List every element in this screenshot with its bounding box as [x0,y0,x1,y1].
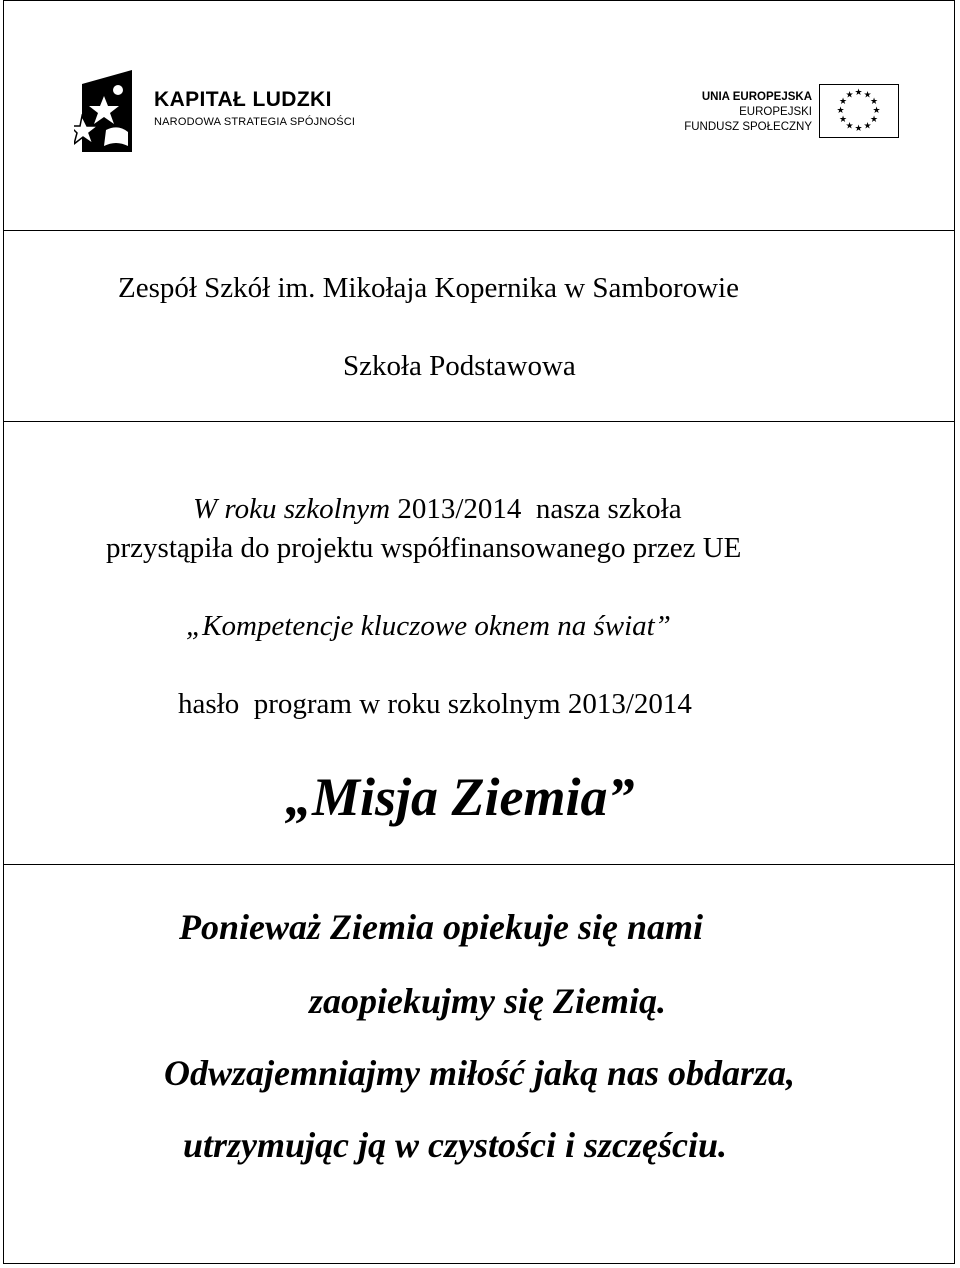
eu-stars-icon [820,85,897,136]
kapital-ludzki-title: KAPITAŁ LUDZKI [154,88,332,111]
svg-text:★: ★ [869,115,879,125]
divider-middle [3,421,955,422]
motto-line2: zaopiekujmy się Ziemią. [309,981,666,1021]
project-name: „Kompetencje kluczowe oknem na świat” [186,610,671,642]
school-name: Szkoła Podstawowa [343,350,576,382]
motto-line3: Odwzajemniajmy miłość jaką nas obdarza, [164,1053,796,1093]
program-line: hasło program w roku szkolnym 2013/2014 [178,688,692,720]
intro-line2: przystąpiła do projektu współfinansowanego przez UE [106,532,742,564]
kapital-ludzki-subtitle: NARODOWA STRATEGIA SPÓJNOŚCI [154,116,356,128]
svg-text:★: ★ [869,97,879,107]
mission-title: „Misja Ziemia” [285,767,635,827]
svg-text:★: ★ [838,97,848,107]
intro-line1-italic: W roku szkolnym [193,493,391,525]
eu-logo-line3: FUNDUSZ SPOŁECZNY [684,121,812,133]
divider-top [3,230,955,231]
school-complex-name: Zespół Szkół im. Mikołaja Kopernika w Samborowie [118,272,739,304]
svg-text:★: ★ [863,90,872,101]
svg-text:★: ★ [845,121,854,132]
svg-text:★: ★ [863,121,872,132]
motto-line1: Ponieważ Ziemia opiekuje się nami [179,907,703,947]
eu-logo-line2: EUROPEJSKI [739,106,812,118]
svg-text:★: ★ [836,106,845,116]
svg-text:★: ★ [845,90,854,101]
svg-text:★: ★ [872,106,881,116]
intro-line1-rest: 2013/2014 nasza szkoła [390,493,682,525]
kapital-ludzki-logo [74,66,364,158]
eu-logo [672,82,904,142]
motto-line4: utrzymując ją w czystości i szczęściu. [183,1125,728,1165]
kapital-ludzki-emblem-icon [74,66,136,156]
eu-logo-line1: UNIA EUROPEJSKA [701,91,812,103]
eu-flag-icon [819,84,899,138]
svg-text:★: ★ [854,88,863,98]
divider-bottom [3,864,955,865]
eu-logo-text [684,90,812,135]
intro-line1 [193,493,682,526]
svg-text:★: ★ [838,115,848,125]
svg-text:★: ★ [854,124,863,134]
